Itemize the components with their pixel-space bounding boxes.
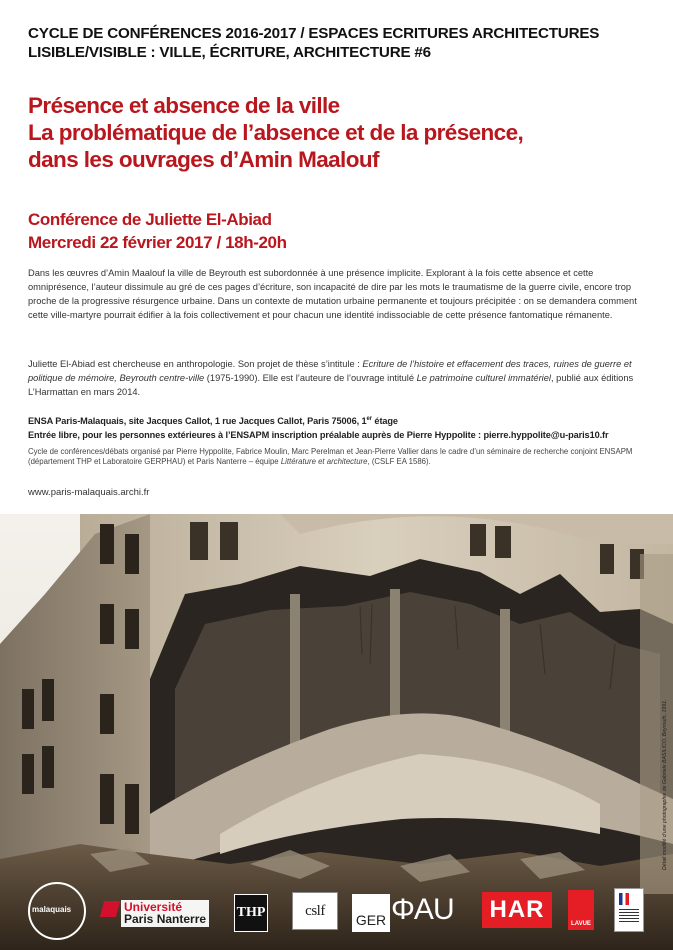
- venue-address: [28, 412, 658, 428]
- malaquais-logo: [24, 878, 92, 946]
- floor-text: étage: [371, 416, 398, 427]
- floor-superscript: er: [366, 416, 372, 422]
- speaker: Conférence de Juliette El-Abiad: [28, 210, 272, 229]
- lavue-logo: LAVUE: [568, 890, 594, 930]
- book-title: Le patrimoine culturel immatériel: [416, 373, 551, 383]
- conference-info: [28, 208, 658, 254]
- cslf-logo: cslf: [292, 892, 338, 930]
- tricolor-flag-icon: [619, 893, 629, 905]
- series-header: [28, 24, 658, 62]
- phau-logo: ΦAU: [391, 893, 454, 926]
- malaquais-logo-text: malaquais: [32, 905, 72, 914]
- venue-address-text: ENSA Paris-Malaquais, site Jacques Callot, 1 rue Jacques Callot, Paris 75006, 1: [28, 416, 367, 427]
- date-time: Mercredi 22 février 2017 / 18h-20h: [28, 233, 287, 252]
- title-line-1: Présence et absence de la ville: [28, 93, 340, 118]
- universite-line-1: Université: [124, 899, 183, 914]
- bio-lead: Juliette El-Abiad est chercheuse en anthropologie. Son projet de thèse s’intitule :: [28, 359, 363, 369]
- title-line-2: La problématique de l’absence et de la présence,: [28, 120, 524, 145]
- credits-end: , (CSLF EA 1586).: [367, 457, 431, 467]
- series-line-1: CYCLE DE CONFÉRENCES 2016-2017 / ESPACES ECRITURES ARCHITECTURES: [28, 25, 600, 42]
- photo-credit: Détail modifié d’une photographie de Gabriele BASILICO, Beyrouth, 1991.: [662, 699, 668, 870]
- venue-info: [28, 412, 658, 442]
- organizers-credits: [28, 447, 643, 468]
- title-line-3: dans les ouvrages d’Amin Maalouf: [28, 147, 379, 172]
- ruined-building-photo: [0, 514, 673, 950]
- har-logo: HAR: [482, 892, 552, 928]
- team-name: Littérature et architecture: [280, 457, 368, 467]
- credits-text: Cycle de conférences/débats organisé par Pierre Hyppolite, Fabrice Moulin, Marc Perelman et Jean-Pierre Vallier dans le cadre d’un séminaire de recherche conjoint ENSAPM (département THP et Laboratoire GERPHAU) et Paris Nanterre – équipe: [28, 447, 633, 467]
- universite-line-2: Paris Nanterre: [124, 912, 207, 926]
- abstract-paragraph: Dans les œuvres d’Amin Maalouf la ville de Beyrouth est subordonnée à une présence implicite. Explorant à la fois cette absence et cette omniprésence, l’auteur dissimule au gré de ces pages d’écriture, son incapacité de dire par les mots le traumatisme de la guerre civile, encore trop proche de la progressive résurgence urbaine. Dans un contexte de mutation urbaine permanente et toujours précipitée : on se demandera comment cette ville-martyre pourrait édifier à la fois collectivement et pour chacun une identité indissociable de cette présence fantomatique rémanente.: [28, 268, 637, 320]
- event-title: [28, 92, 658, 173]
- ministere-culture-logo: [614, 888, 644, 932]
- universite-words: [121, 900, 209, 927]
- nanterre-mark-icon: [102, 901, 118, 925]
- thesis-title: Ecriture de l’histoire et effacement des traces, ruines de guerre et politique de mémoire, Beyrouth centre-ville: [28, 359, 632, 383]
- series-line-2: LISIBLE/VISIBLE : VILLE, ÉCRITURE, ARCHITECTURE #6: [28, 44, 431, 61]
- ministry-text-lines-icon: [619, 909, 639, 923]
- ger-logo: GER: [352, 894, 390, 932]
- bio-middle: (1975-1990). Elle est l’auteure de l’ouvrage intitulé: [204, 373, 417, 383]
- entry-info: Entrée libre, pour les personnes extérieures à l’ENSAPM inscription préalable auprès de Pierre Hyppolite : pierre.hyppolite@u-paris10.fr: [28, 430, 609, 441]
- photo-illustration: [0, 514, 673, 950]
- speaker-bio-paragraph: [28, 357, 648, 399]
- universite-paris-nanterre-logo: [102, 896, 217, 930]
- website-link[interactable]: www.paris-malaquais.archi.fr: [28, 487, 150, 498]
- bio-end: , publié aux éditions L’Harmattan en mars 2014.: [28, 373, 634, 397]
- thp-logo: THP: [234, 894, 268, 932]
